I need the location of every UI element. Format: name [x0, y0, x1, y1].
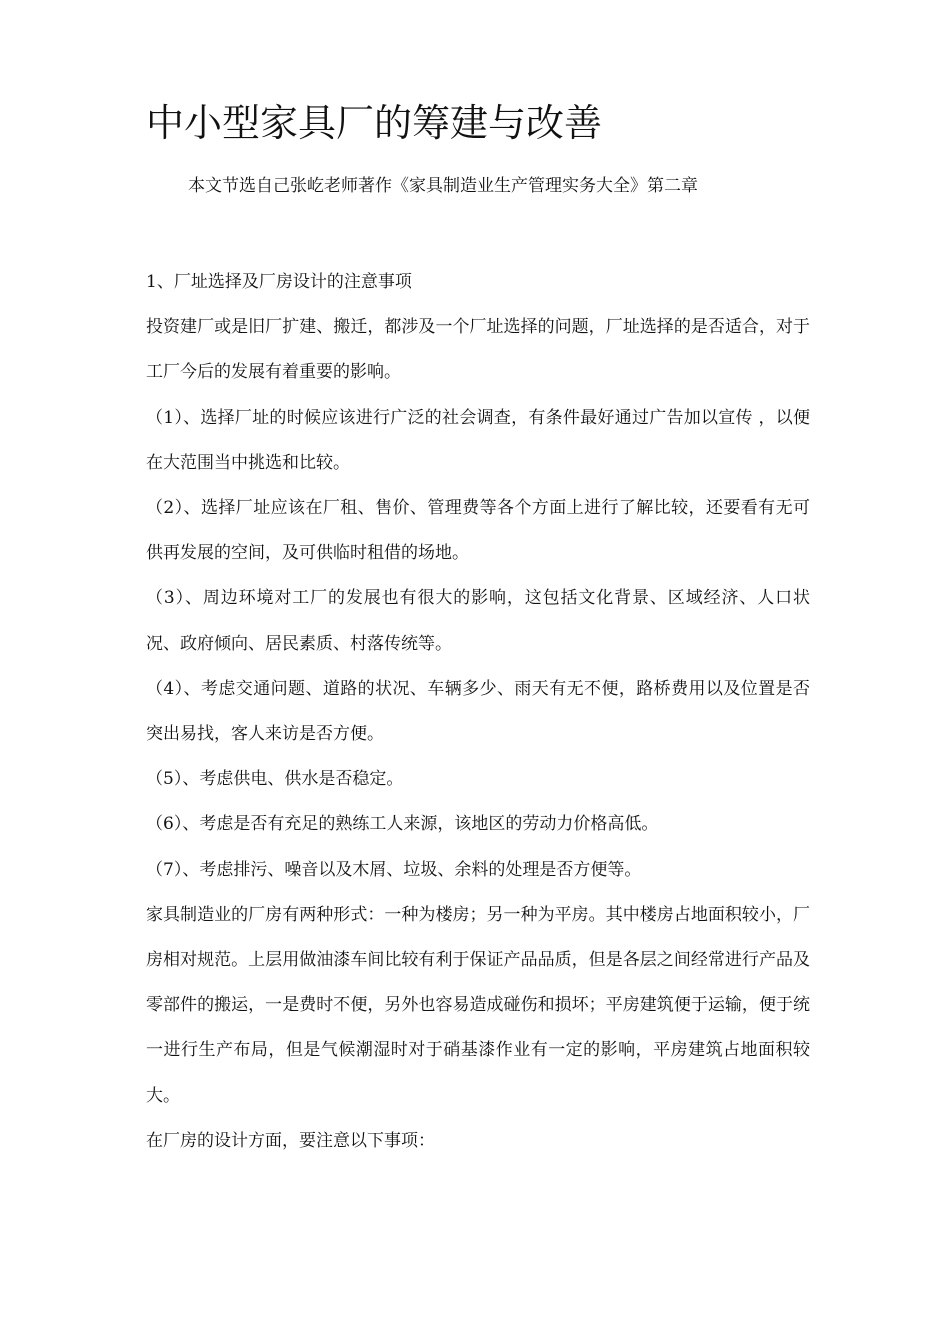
document-title: 中小型家具厂的筹建与改善	[146, 101, 603, 145]
paragraph-intro: 投资建厂或是旧厂扩建、搬迁，都涉及一个厂址选择的问题，厂址选择的是否适合，对于工厂今后的发展有着重要的影响。	[146, 317, 810, 383]
document-body	[146, 260, 810, 1164]
paragraph-building-types: 家具制造业的厂房有两种形式：一种为楼房；另一种为平房。其中楼房占地面积较小，厂房相对规范。上层用做油漆车间比较有利于保证产品品质，但是各层之间经常进行产品及零部件的搬运，一是费时不便，另外也容易造成碰伤和损坏；平房建筑便于运输，便于统一进行生产布局，但是气候潮湿时对于硝基漆作业有一定的影响，平房建筑占地面积较大。	[146, 904, 810, 1106]
paragraph-design-notes: 在厂房的设计方面，要注意以下事项：	[146, 1130, 435, 1151]
list-item-3: （3）、周边环境对工厂的发展也有很大的影响，这包括文化背景、区域经济、人口状况、政府倾向、居民素质、村落传统等。	[146, 588, 810, 654]
list-item-4: （4）、考虑交通问题、道路的状况、车辆多少、雨天有无不便，路桥费用以及位置是否突出易找，客人来访是否方便。	[146, 678, 810, 745]
document-subtitle: 本文节选自己张屹老师著作《家具制造业生产管理实务大全》第二章	[188, 176, 698, 196]
section-heading: 1、厂址选择及厂房设计的注意事项	[146, 272, 412, 292]
list-item-1: （1）、选择厂址的时候应该进行广泛的社会调查，有条件最好通过广告加以宣传 ，以便在大范围当中挑选和比较。	[146, 407, 810, 473]
list-item-7: （7）、考虑排污、噪音以及木屑、垃圾、余料的处理是否方便等。	[146, 859, 642, 880]
list-item-2: （2）、选择厂址应该在厂租、售价、管理费等各个方面上进行了解比较，还要看有无可供再发展的空间，及可供临时租借的场地。	[146, 498, 810, 564]
list-item-6: （6）、考虑是否有充足的熟练工人来源，该地区的劳动力价格高低。	[146, 814, 659, 835]
list-item-5: （5）、考虑供电、供水是否稳定。	[146, 769, 404, 790]
